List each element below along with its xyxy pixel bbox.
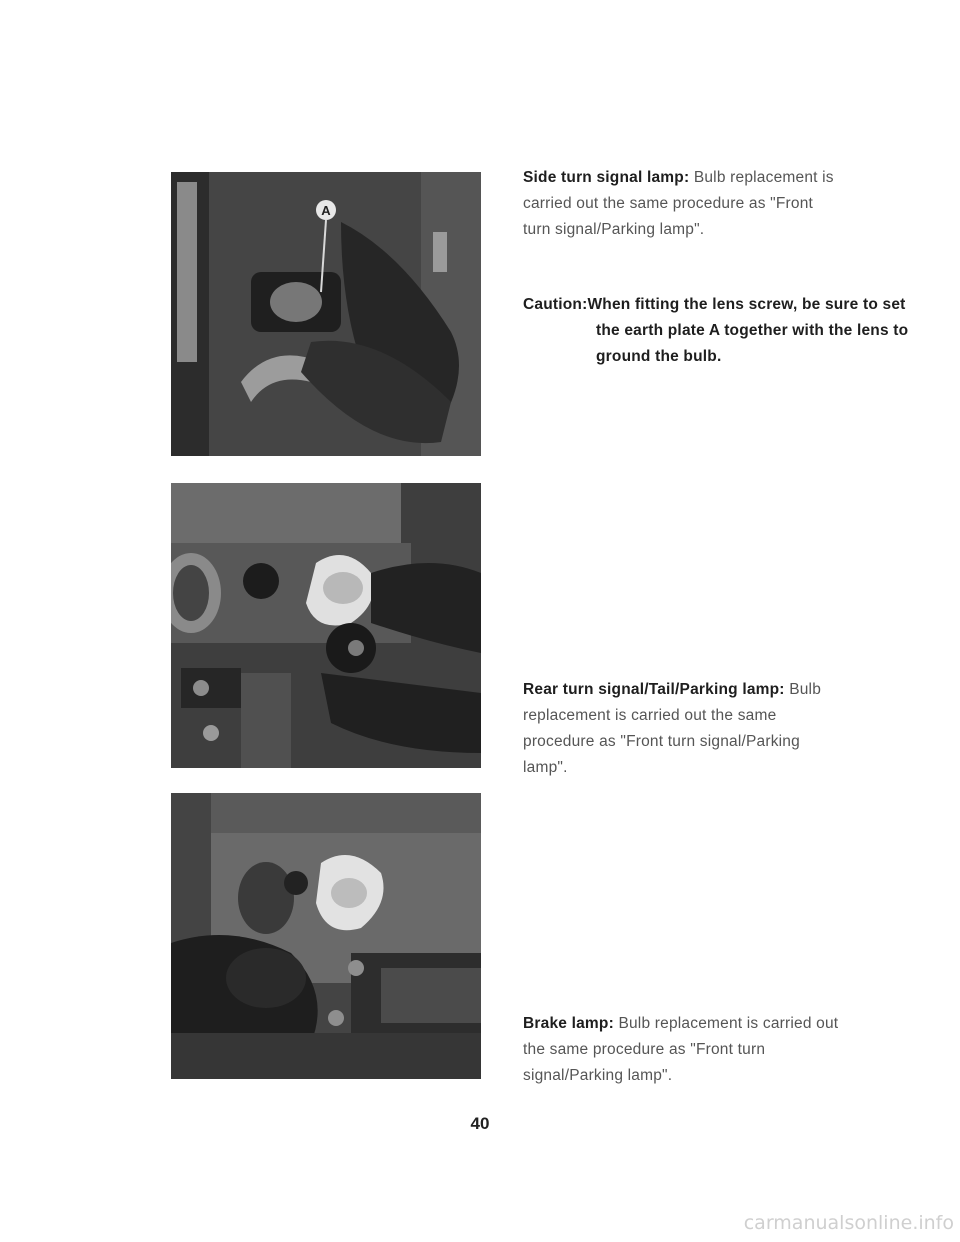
brake-lamp-heading: Brake lamp: [523, 1015, 614, 1032]
photo-brake-lamp [171, 793, 481, 1079]
watermark: carmanualsonline.info [743, 1212, 954, 1234]
caution-text-content: When fitting the lens screw, be sure to set the earth plate A together with the lens to ground the bulb. [587, 296, 909, 365]
side-turn-signal-section [523, 165, 843, 243]
caution-text [587, 296, 908, 365]
photo-brake-lamp-illustration [171, 793, 481, 1079]
photo-rear-turn-signal-illustration [171, 483, 481, 768]
rear-turn-signal-heading: Rear turn signal/Tail/Parking lamp: [523, 681, 785, 698]
caution-note [523, 292, 916, 370]
photo-side-turn-signal-illustration [171, 172, 481, 456]
rear-turn-signal-body: Bulb replacement is carried out the same procedure as "Front turn signal/Parking lamp". [523, 681, 822, 776]
rear-turn-signal-section [523, 677, 843, 781]
brake-lamp-body: Bulb replacement is carried out the same procedure as "Front turn signal/Parking lamp". [523, 1015, 839, 1084]
photo-side-turn-signal [171, 172, 481, 456]
photo-rear-turn-signal [171, 483, 481, 768]
caution-label: Caution: [523, 296, 588, 313]
page-number: 40 [470, 1114, 490, 1133]
photo-callout-label: A [321, 203, 331, 218]
side-turn-signal-heading: Side turn signal lamp: [523, 169, 690, 186]
brake-lamp-section [523, 1011, 843, 1089]
side-turn-signal-body: Bulb replacement is carried out the same procedure as "Front turn signal/Parking lamp". [523, 169, 834, 238]
